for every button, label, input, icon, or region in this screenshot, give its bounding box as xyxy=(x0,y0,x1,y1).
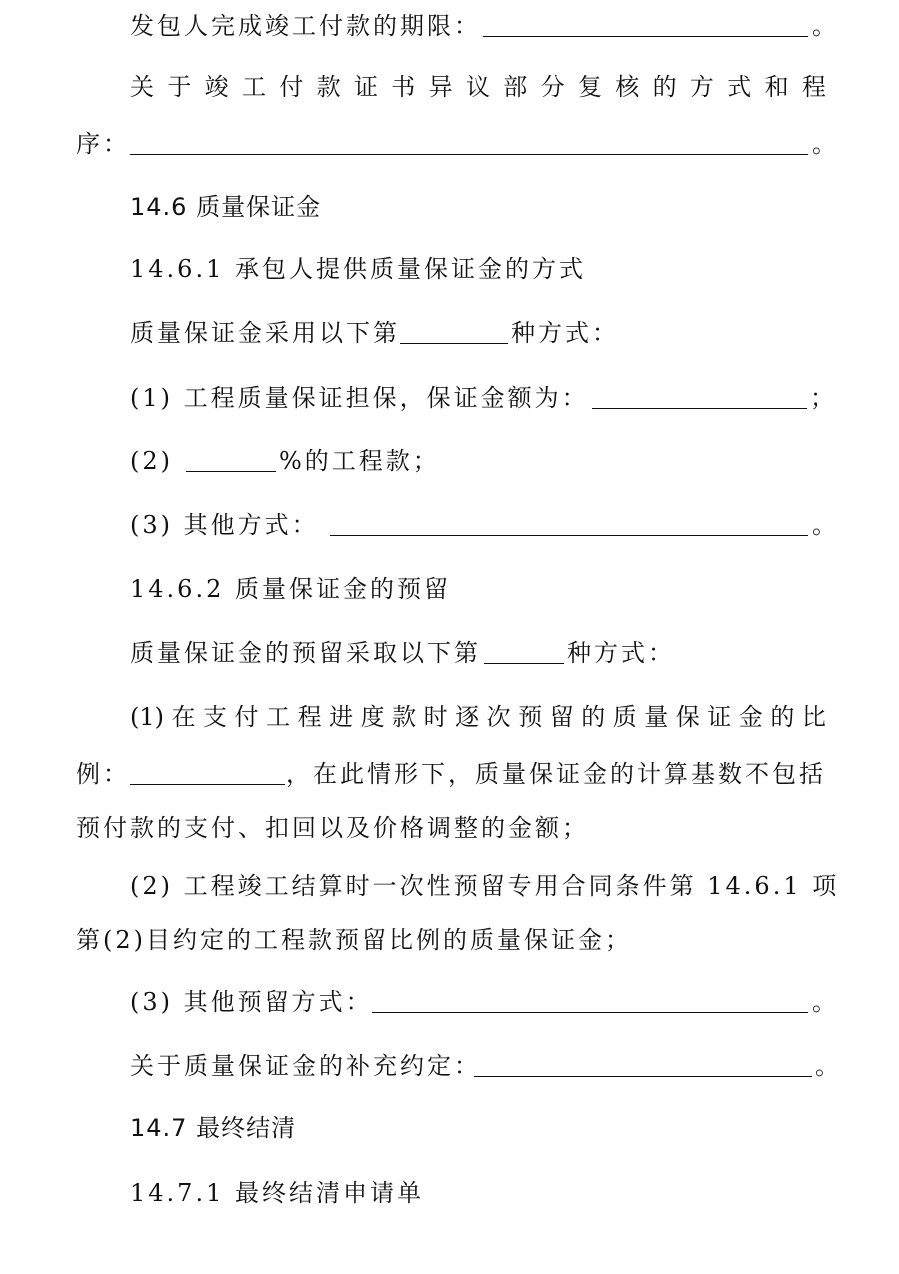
char: 异 xyxy=(428,73,453,101)
retention-select-row xyxy=(0,633,899,673)
char: 比 xyxy=(801,703,826,731)
char: 的 xyxy=(652,73,677,101)
section-14-6-2-title: 14.6.2 质量保证金的预留 xyxy=(130,575,451,603)
char: (1) xyxy=(130,703,164,731)
char: 进 xyxy=(329,703,354,731)
char: 议 xyxy=(465,73,490,101)
section-14-6-1-row xyxy=(0,249,899,289)
char: 保 xyxy=(675,703,700,731)
char: 部 xyxy=(503,73,528,101)
period-mark: 。 xyxy=(815,1052,842,1080)
period-mark: 。 xyxy=(812,130,839,158)
final-payment-deadline-label: 发包人完成竣工付款的期限： xyxy=(130,12,481,40)
method-select-row xyxy=(0,313,899,353)
retention-1-l2-pre: 例： xyxy=(76,760,130,788)
retention-1-row xyxy=(0,697,899,737)
char: 证 xyxy=(707,703,732,731)
section-14-7-1-row xyxy=(0,1173,899,1213)
option-2-label: (2) xyxy=(130,447,173,475)
retention-2-row xyxy=(0,866,899,906)
method-select-pre: 质量保证金采用以下第 xyxy=(130,319,400,347)
char: 工 xyxy=(266,703,291,731)
retention-2-l2: 第(2)目约定的工程款预留比例的质量保证金； xyxy=(76,926,632,954)
period-mark: 。 xyxy=(812,988,839,1016)
method-number-blank[interactable] xyxy=(400,343,508,344)
char: 式 xyxy=(727,73,752,101)
option-1-row xyxy=(0,378,899,418)
period-mark: 。 xyxy=(812,12,839,40)
char: 次 xyxy=(486,703,511,731)
retention-1-row-2 xyxy=(0,754,899,794)
objection-review-blank[interactable] xyxy=(130,154,808,155)
section-14-7-title: 14.7 最终结清 xyxy=(130,1114,297,1142)
retention-3-label: (3) 其他预留方式： xyxy=(130,988,373,1016)
char: 和 xyxy=(764,73,789,101)
char: 的 xyxy=(581,703,606,731)
char: 方 xyxy=(689,73,714,101)
char: 于 xyxy=(167,73,192,101)
retention-number-blank[interactable] xyxy=(484,663,564,664)
retention-1-l3: 预付款的支付、扣回以及价格调整的金额； xyxy=(76,814,589,842)
retention-1-row-3 xyxy=(0,808,899,848)
char: 程 xyxy=(801,73,826,101)
other-method-blank[interactable] xyxy=(330,535,808,536)
char: 证 xyxy=(353,73,378,101)
section-14-6-title: 14.6 质量保证金 xyxy=(130,193,322,221)
retention-1-text xyxy=(130,697,826,737)
char: 量 xyxy=(644,703,669,731)
supplement-row xyxy=(0,1046,899,1086)
retention-2-l1: (2) 工程竣工结算时一次性预留专用合同条件第 14.6.1 项 xyxy=(130,872,840,900)
method-select-post: 种方式： xyxy=(511,319,619,347)
option-1-label: (1) 工程质量保证担保，保证金额为： xyxy=(130,384,589,412)
option-3-label: (3) 其他方式： xyxy=(130,511,319,539)
char: 款 xyxy=(392,703,417,731)
char: 付 xyxy=(234,703,259,731)
guarantee-amount-blank[interactable] xyxy=(592,408,807,409)
objection-review-text xyxy=(130,67,826,107)
char: 核 xyxy=(615,73,640,101)
section-14-6-heading xyxy=(0,187,899,227)
retention-1-l2-post: ，在此情形下，质量保证金的计算基数不包括 xyxy=(286,760,826,788)
char: 付 xyxy=(279,73,304,101)
semicolon-mark: ； xyxy=(810,384,837,412)
char: 关 xyxy=(130,73,154,101)
retention-select-pre: 质量保证金的预留采取以下第 xyxy=(130,639,481,667)
char: 质 xyxy=(612,703,637,731)
percentage-blank[interactable] xyxy=(186,471,276,472)
char: 时 xyxy=(423,703,448,731)
char: 工 xyxy=(241,73,266,101)
final-payment-deadline-row xyxy=(0,6,899,46)
section-14-7-heading xyxy=(0,1108,899,1148)
supplement-label: 关于质量保证金的补充约定： xyxy=(130,1052,481,1080)
char: 支 xyxy=(203,703,228,731)
section-14-6-2-row xyxy=(0,569,899,609)
option-2-row xyxy=(0,441,899,481)
option-3-row xyxy=(0,505,899,545)
char: 复 xyxy=(577,73,602,101)
section-14-6-1-title: 14.6.1 承包人提供质量保证金的方式 xyxy=(130,255,586,283)
char: 竣 xyxy=(204,73,229,101)
supplement-blank[interactable] xyxy=(474,1076,812,1077)
objection-review-cont: 序： xyxy=(76,130,130,158)
retention-ratio-blank[interactable] xyxy=(130,784,285,785)
char: 书 xyxy=(391,73,416,101)
char: 金 xyxy=(738,703,763,731)
section-14-7-1-title: 14.7.1 最终结清申请单 xyxy=(130,1179,424,1207)
char: 的 xyxy=(770,703,795,731)
retention-3-row xyxy=(0,982,899,1022)
retention-2-row-2 xyxy=(0,920,899,960)
char: 度 xyxy=(360,703,385,731)
objection-review-cont-row xyxy=(0,124,899,164)
retention-select-post: 种方式： xyxy=(567,639,675,667)
period-mark: 。 xyxy=(812,511,839,539)
char: 逐 xyxy=(455,703,480,731)
char: 程 xyxy=(297,703,322,731)
objection-review-row xyxy=(0,67,899,107)
other-retention-blank[interactable] xyxy=(372,1012,808,1013)
char: 在 xyxy=(171,703,196,731)
char: 分 xyxy=(540,73,565,101)
char: 留 xyxy=(549,703,574,731)
char: 预 xyxy=(518,703,543,731)
char: 款 xyxy=(316,73,341,101)
option-2-suffix: %的工程款； xyxy=(279,447,440,475)
final-payment-deadline-blank[interactable] xyxy=(483,36,808,37)
